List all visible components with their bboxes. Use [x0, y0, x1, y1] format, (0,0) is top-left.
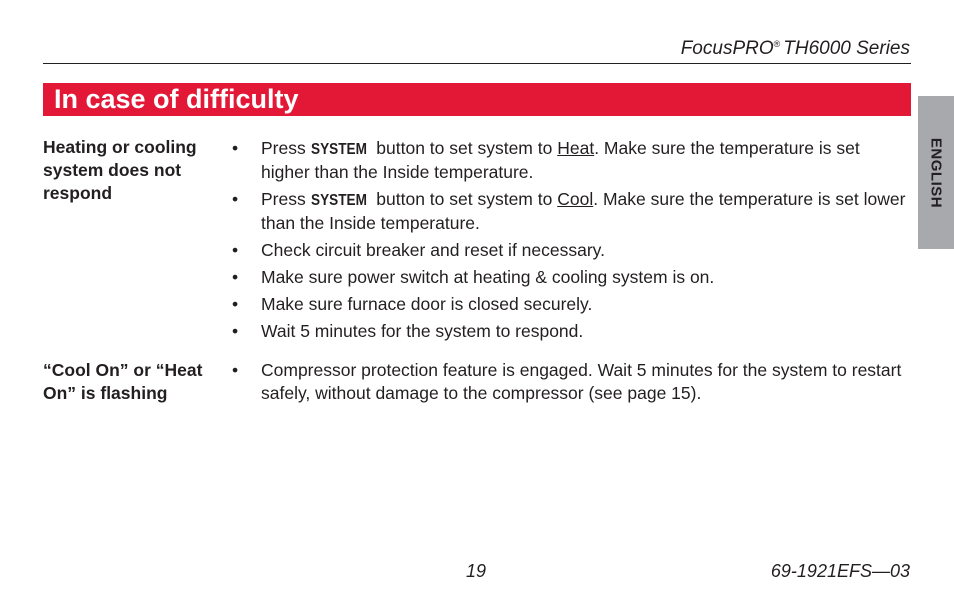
header-divider	[43, 63, 911, 64]
system-key-label: SYSTEM	[310, 141, 367, 158]
page-number: 19	[466, 561, 487, 581]
issue-label-no-response: Heating or cooling system does not respond	[43, 137, 197, 203]
document-number: 69-1921EFS—03	[770, 561, 910, 581]
list-item: • Press SYSTEM button to set system to Cool. Make sure the temperature is set lower than the Inside temperature.	[230, 188, 912, 235]
list-item: • Make sure furnace door is closed securely.	[230, 293, 912, 316]
list-item: • Make sure power switch at heating & cooling system is on.	[230, 266, 912, 289]
registered-mark: ®	[773, 39, 781, 49]
section-banner	[43, 83, 911, 116]
language-tab-label: ENGLISH	[927, 137, 945, 208]
product-name: FocusPRO	[680, 38, 774, 59]
issue-solutions-no-response	[230, 137, 912, 347]
issue-label-flashing: “Cool On” or “Heat On” is flashing	[43, 360, 203, 403]
list-item: • Check circuit breaker and reset if necessary.	[230, 239, 912, 262]
language-tab	[918, 96, 954, 249]
mode-cool-term: Cool	[557, 189, 594, 209]
list-item: • Compressor protection feature is engaged. Wait 5 minutes for the system to restart safely, without damage to the compressor (see page 15).	[230, 359, 912, 405]
mode-heat-term: Heat	[557, 138, 595, 158]
list-item: • Wait 5 minutes for the system to respond.	[230, 320, 912, 343]
issue-solutions-flashing	[230, 359, 912, 409]
document-header	[681, 38, 910, 60]
series-name: TH6000 Series	[783, 38, 910, 59]
system-key-label: SYSTEM	[310, 192, 367, 209]
section-title: In case of difficulty	[54, 84, 299, 114]
list-item: • Press SYSTEM button to set system to Heat. Make sure the temperature is set higher than the Inside temperature.	[230, 137, 912, 184]
